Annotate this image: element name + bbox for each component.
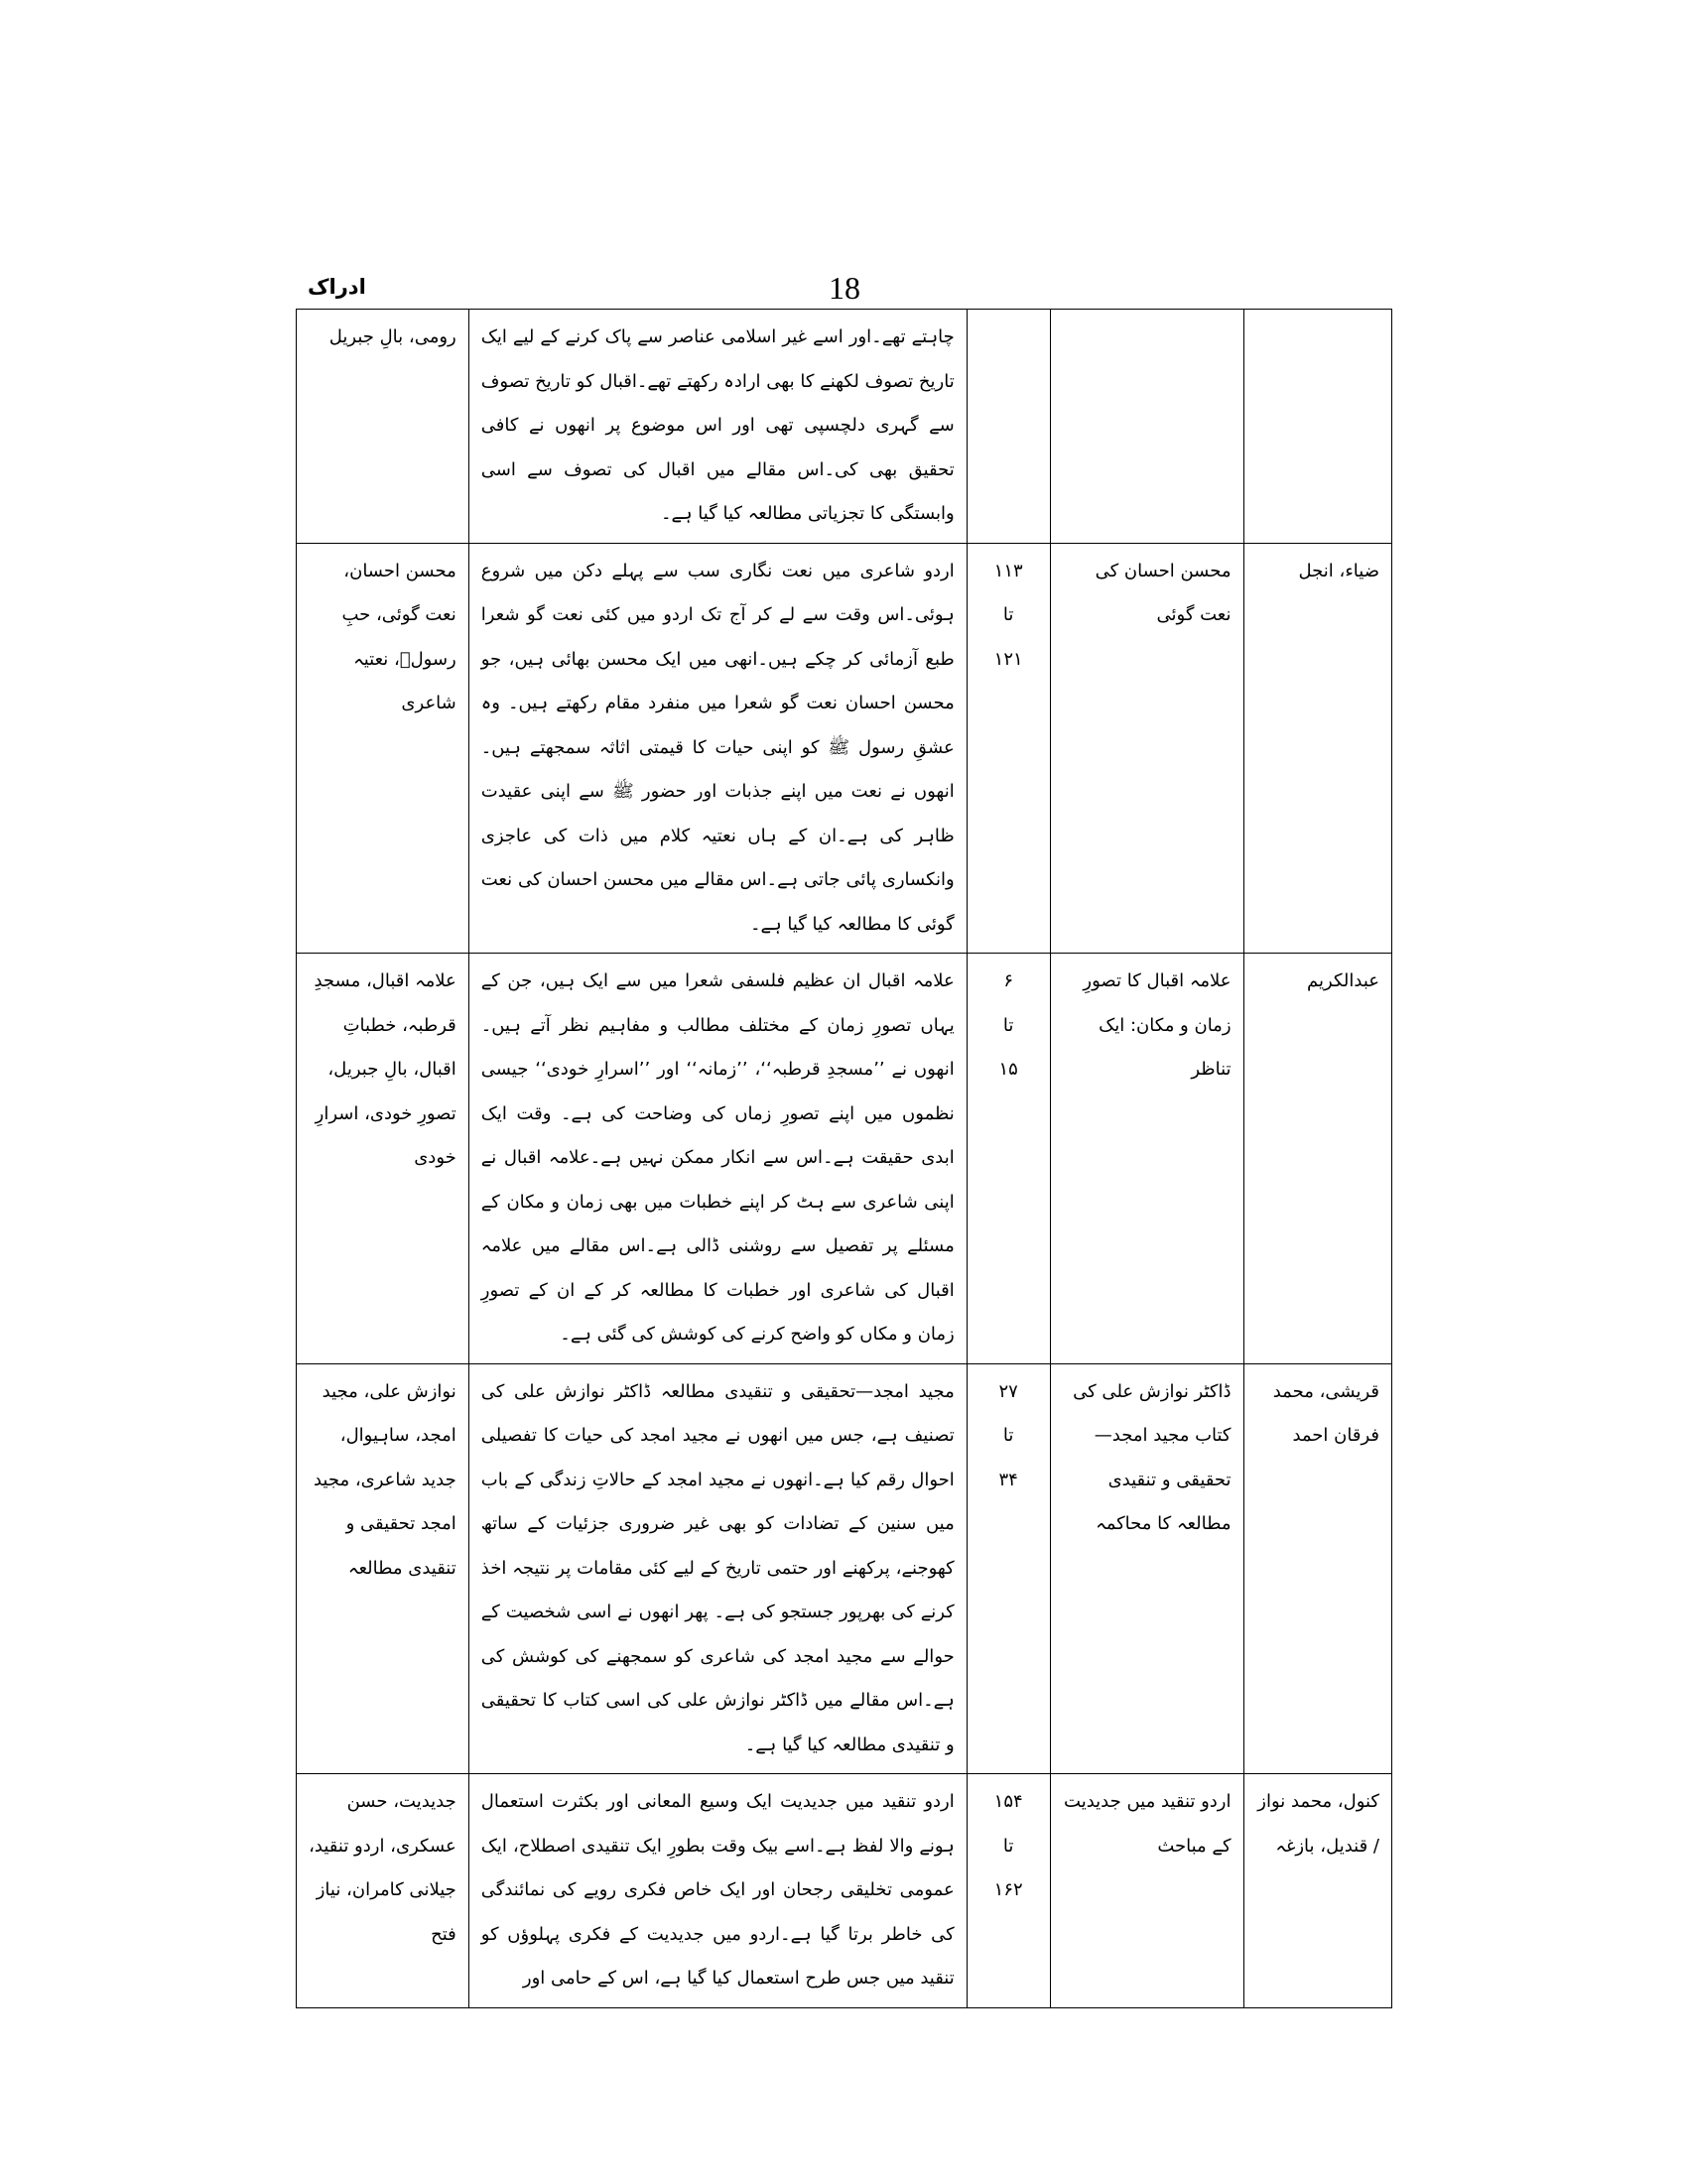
bibliography-table — [296, 309, 1392, 2008]
journal-running-head: ادراک — [308, 275, 366, 299]
page-end: ۱۵ — [998, 1059, 1018, 1080]
page-range-word: تا — [1002, 604, 1014, 625]
title-cell: علامہ اقبال کا تصورِ زمان و مکان: ایک تناظر — [1050, 954, 1243, 1364]
page-start: ۱۵۴ — [993, 1791, 1023, 1812]
summary-cell: اردو شاعری میں نعت نگاری سب سے پہلے دکن میں شروع ہوئی۔اس وقت سے لے کر آج تک اردو میں کئی نعت گو شعرا طبع آزمائی کر چکے ہیں۔انھی میں ایک محسن بھائی ہیں، جو محسن احسان نعت گو شعرا میں منفرد مقام رکھتے ہیں۔ وہ عشقِ رسول ﷺ کو اپنی حیات کا قیمتی اثاثہ سمجھتے ہیں۔انھوں نے نعت میں اپنے جذبات اور حضور ﷺ سے اپنی عقیدت ظاہر کی ہے۔ان کے ہاں نعتیہ کلام میں ذات کی عاجزی وانکساری پائی جاتی ہے۔اس مقالے میں محسن احسان کی نعت گوئی کا مطالعہ کیا گیا ہے۔ — [468, 543, 967, 954]
summary-cell: مجید امجد—تحقیقی و تنقیدی مطالعہ ڈاکٹر نوازش علی کی تصنیف ہے، جس میں انھوں نے مجید امجد کی حیات کا تفصیلی احوال رقم کیا ہے۔انھوں نے مجید امجد کے حالاتِ زندگی کے باب میں سنین کے تضادات کو بھی غیر ضروری جزئیات کے ساتھ کھوجنے، پرکھنے اور حتمی تاریخ کے لیے کئی مقامات پر نتیجہ اخذ کرنے کی بھرپور جستجو کی ہے۔ پھر انھوں نے اسی شخصیت کے حوالے سے مجید امجد کی شاعری کو سمجھنے کی کوشش کی ہے۔اس مقالے میں ڈاکٹر نوازش علی کی اسی کتاب کا تحقیقی و تنقیدی مطالعہ کیا گیا ہے۔ — [468, 1363, 967, 1774]
author-cell: عبدالکریم — [1243, 954, 1391, 1364]
page-range-word: تا — [1002, 1425, 1014, 1446]
table-row — [297, 543, 1392, 954]
page-end: ۳۴ — [998, 1469, 1018, 1490]
table-row — [297, 954, 1392, 1364]
title-cell: ڈاکٹر نوازش علی کی کتاب مجید امجد—تحقیقی و تنقیدی مطالعہ کا محاکمہ — [1050, 1363, 1243, 1774]
keywords-cell: نوازش علی، مجید امجد، ساہیوال، جدید شاعری، مجید امجد تحقیقی و تنقیدی مطالعہ — [297, 1363, 469, 1774]
page-start: ۲۷ — [998, 1380, 1018, 1402]
pages-cell — [967, 954, 1050, 1364]
table-row — [297, 310, 1392, 544]
author-cell: ضیاء، انجل — [1243, 543, 1391, 954]
pages-cell — [967, 310, 1050, 544]
title-cell: اردو تنقید میں جدیدیت کے مباحث — [1050, 1774, 1243, 2008]
table-row — [297, 1363, 1392, 1774]
page-range-word: تا — [1002, 1014, 1014, 1036]
page-end: ۱۲۱ — [993, 648, 1023, 670]
title-cell — [1050, 310, 1243, 544]
page-range-word: تا — [1002, 1835, 1014, 1857]
page-start: ۶ — [1003, 970, 1013, 991]
page-number: 18 — [829, 270, 860, 306]
author-cell — [1243, 310, 1391, 544]
keywords-cell: جدیدیت، حسن عسکری، اردو تنقید، جیلانی کامران، نیاز فتح — [297, 1774, 469, 2008]
pages-cell — [967, 1363, 1050, 1774]
author-cell: قریشی، محمد فرقان احمد — [1243, 1363, 1391, 1774]
author-cell: کنول، محمد نواز / قندیل، بازغہ — [1243, 1774, 1391, 2008]
keywords-cell: رومی، بالِ جبریل — [297, 310, 469, 544]
page-start: ۱۱۳ — [993, 560, 1023, 581]
table-row — [297, 1774, 1392, 2008]
page-end: ۱۶۲ — [993, 1879, 1023, 1900]
summary-cell: علامہ اقبال ان عظیم فلسفی شعرا میں سے ایک ہیں، جن کے یہاں تصورِ زمان کے مختلف مطالب و مفاہیم نظر آتے ہیں۔انھوں نے ’’مسجدِ قرطبہ‘‘، ’’زمانہ‘‘ اور ’’اسرارِ خودی‘‘ جیسی نظموں میں اپنے تصورِ زماں کی وضاحت کی ہے۔ وقت ایک ابدی حقیقت ہے۔اس سے انکار ممکن نہیں ہے۔علامہ اقبال نے اپنی شاعری سے ہٹ کر اپنے خطبات میں بھی زمان و مکان کے مسئلے پر تفصیل سے روشنی ڈالی ہے۔اس مقالے میں علامہ اقبال کی شاعری اور خطبات کا مطالعہ کر کے ان کے تصورِ زمان و مکاں کو واضح کرنے کی کوشش کی گئی ہے۔ — [468, 954, 967, 1364]
title-cell: محسن احسان کی نعت گوئی — [1050, 543, 1243, 954]
keywords-cell: علامہ اقبال، مسجدِ قرطبہ، خطباتِ اقبال، بالِ جبریل، تصورِ خودی، اسرارِ خودی — [297, 954, 469, 1364]
pages-cell — [967, 543, 1050, 954]
summary-cell: اردو تنقید میں جدیدیت ایک وسیع المعانی اور بکثرت استعمال ہونے والا لفظ ہے۔اسے بیک وقت بطورِ ایک تنقیدی اصطلاح، ایک عمومی تخلیقی رجحان اور ایک خاص فکری رویے کی نمائندگی کی خاطر برتا گیا ہے۔اردو میں جدیدیت کے فکری پہلوؤں کو تنقید میں جس طرح استعمال کیا گیا ہے، اس کے حامی اور — [468, 1774, 967, 2008]
keywords-cell: محسن احسان، نعت گوئی، حبِ رسولؐ، نعتیہ شاعری — [297, 543, 469, 954]
pages-cell — [967, 1774, 1050, 2008]
summary-cell: چاہتے تھے۔اور اسے غیر اسلامی عناصر سے پاک کرنے کے لیے ایک تاریخ تصوف لکھنے کا بھی ارادہ رکھتے تھے۔اقبال کو تاریخ تصوف سے گہری دلچسپی تھی اور اس موضوع پر انھوں نے کافی تحقیق بھی کی۔اس مقالے میں اقبال کی تصوف سے اسی وابستگی کا تجزیاتی مطالعہ کیا گیا ہے۔ — [468, 310, 967, 544]
